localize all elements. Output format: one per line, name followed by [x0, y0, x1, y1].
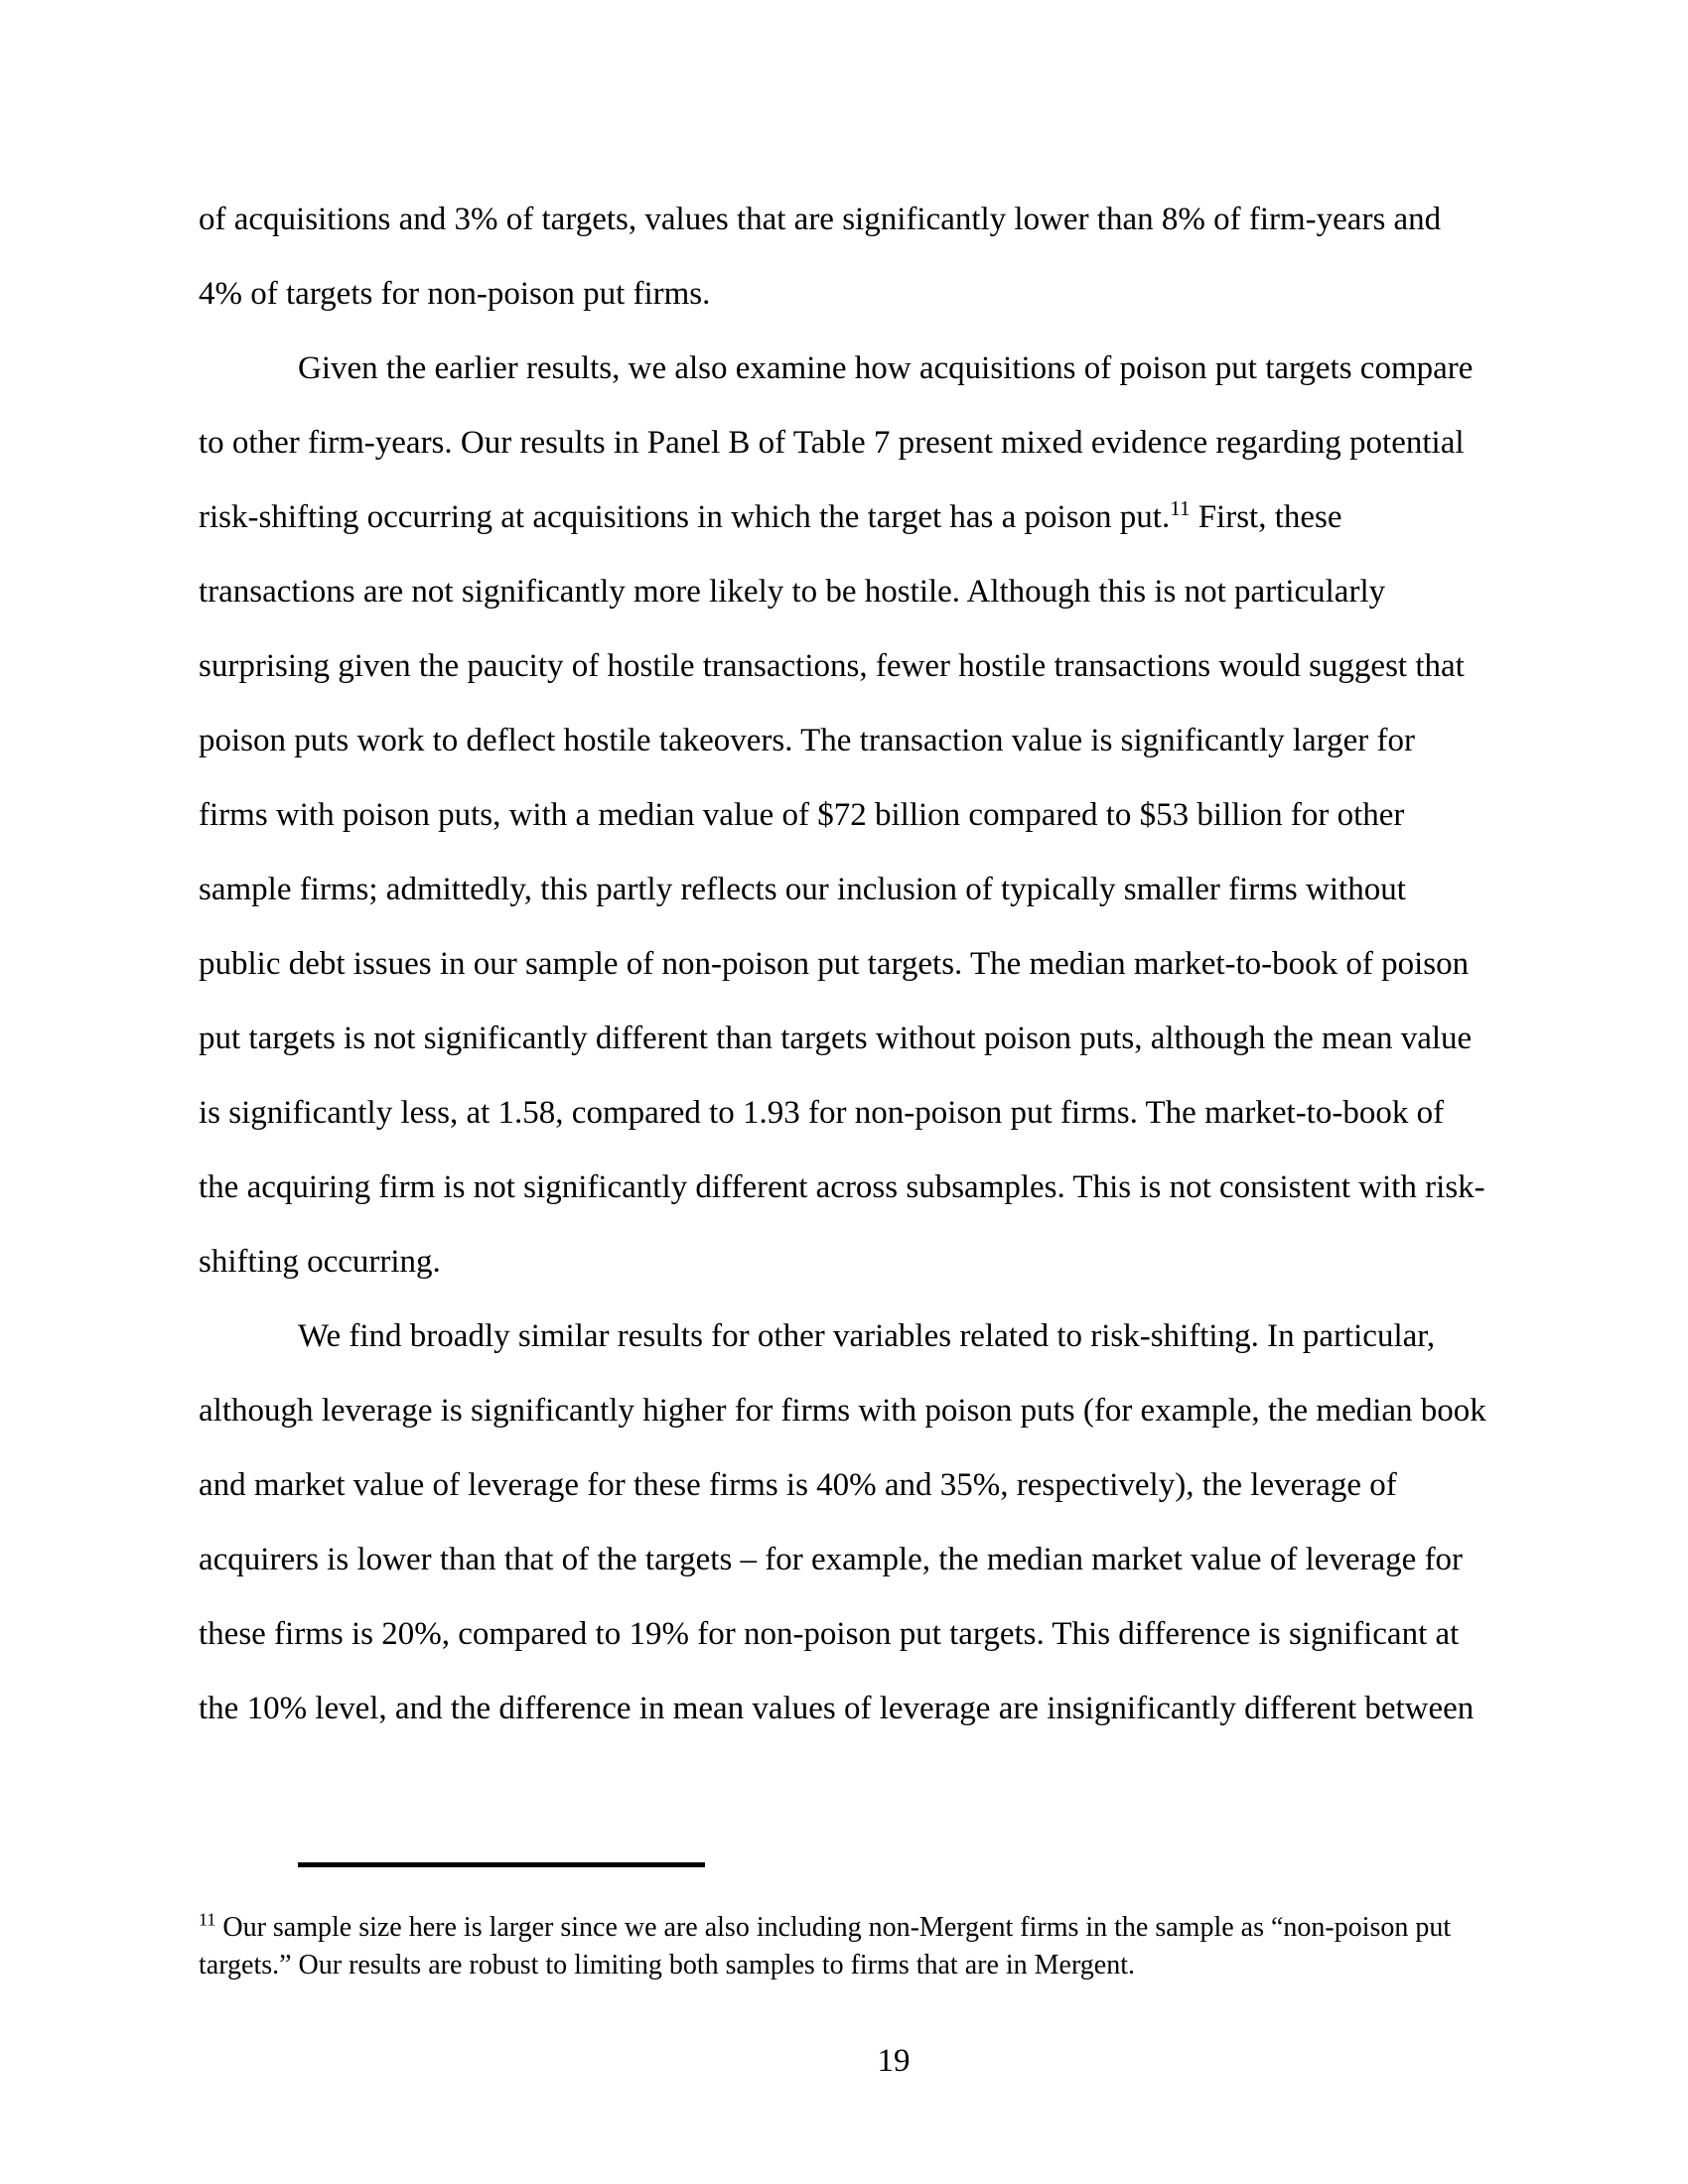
paragraph-continuation-text: of acquisitions and 3% of targets, values that are significantly lower than 8% of firm-years and 4% of targets for non-poison put firms.	[199, 202, 1442, 312]
paragraph-3	[199, 1299, 1489, 1746]
footnote-marker: 11	[199, 1909, 216, 1930]
footnote-text: Our sample size here is larger since we are also including non-Mergent firms in the sample as “non-poison put targets.” Our results are robust to limiting both samples to firms that are in Mergent.	[199, 1912, 1452, 1980]
page-number-value: 19	[877, 2043, 911, 2079]
footnote-ref-superscript: 11	[1170, 496, 1191, 520]
paragraph-2	[199, 332, 1489, 1299]
paragraph-2-text-after-ref: First, these transactions are not significantly more likely to be hostile. Although this is not particularly surprising given the paucity of hostile transactions, fewer hostile transactions would suggest that poison puts work to deflect hostile takeovers. The transaction value is significantly larger for firms with poison puts, with a median value of $72 billion compared to $53 billion for other sample firms; admittedly, this partly reflects our inclusion of typically smaller firms without public debt issues in our sample of non-poison put targets. The median market-to-book of poison put targets is not significantly different than targets without poison puts, although the mean value is significantly less, at 1.58, compared to 1.93 for non-poison put firms. The market-to-book of the acquiring firm is not significantly different across subsamples. This is not consistent with risk-shifting occurring.	[199, 499, 1485, 1280]
footnote-separator-rule	[298, 1862, 705, 1867]
paragraph-2-text-before-ref: Given the earlier results, we also examine how acquisitions of poison put targets compare to other firm-years. Our results in Panel B of Table 7 present mixed evidence regarding potential risk-shifting occurring at acquisitions in which the target has a poison put.	[199, 350, 1474, 535]
body-text	[199, 183, 1489, 1746]
paragraph-continuation	[199, 183, 1489, 332]
page-number	[0, 2041, 1688, 2081]
paragraph-3-text: We find broadly similar results for other variables related to risk-shifting. In particular, although leverage is significantly higher for firms with poison puts (for example, the median book and market value of leverage for these firms is 40% and 35%, respectively), the leverage of acquirers is lower than that of the targets – for example, the median market value of leverage for these firms is 20%, compared to 19% for non-poison put targets. This difference is significant at the 10% level, and the difference in mean values of leverage are insignificantly different between	[199, 1318, 1486, 1726]
footnote	[199, 1909, 1489, 1984]
